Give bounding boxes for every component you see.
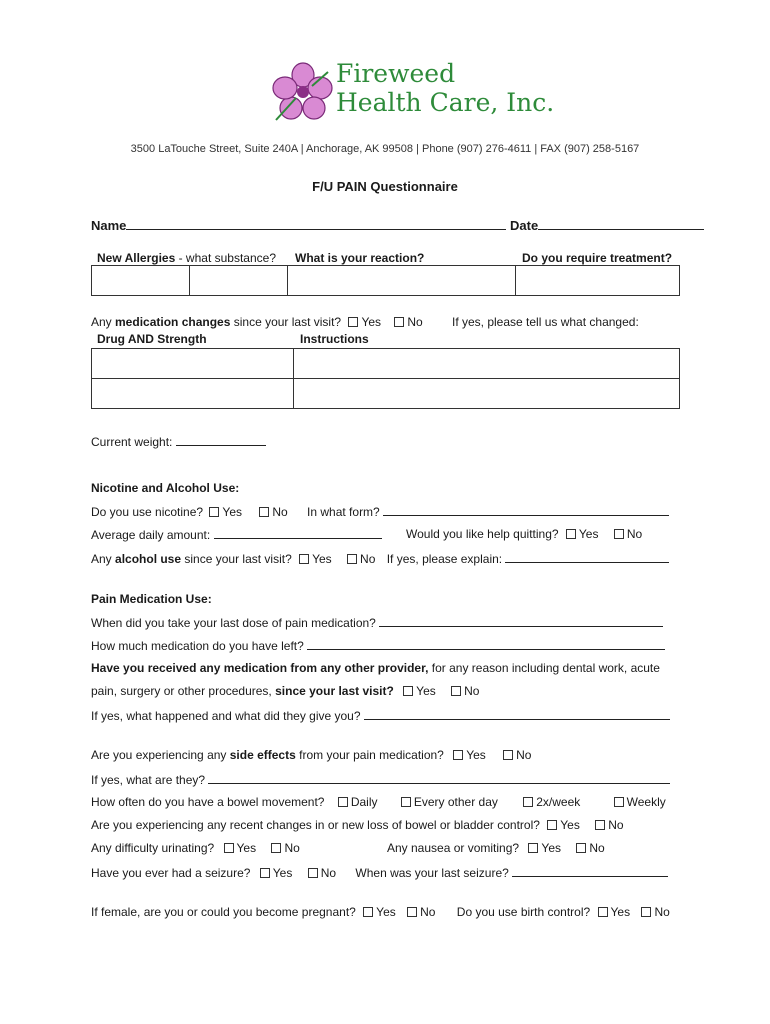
med-changes-table bbox=[91, 348, 680, 409]
happened-field[interactable] bbox=[364, 708, 670, 720]
allergies-cell-1[interactable] bbox=[92, 266, 190, 296]
bowel-every-other-label: Every other day bbox=[413, 795, 498, 809]
nicotine-amount-field[interactable] bbox=[214, 527, 382, 539]
med-left-label: How much medication do you have left? bbox=[91, 639, 304, 653]
med-drug-cell-1[interactable] bbox=[92, 349, 294, 379]
pain-heading: Pain Medication Use: bbox=[91, 592, 212, 606]
allergies-table bbox=[91, 265, 680, 296]
urinating-no-label: No bbox=[284, 841, 300, 855]
med-col-instructions: Instructions bbox=[300, 332, 369, 346]
nicotine-yes-checkbox[interactable] bbox=[209, 507, 219, 517]
nausea-row bbox=[387, 841, 605, 855]
nicotine-form-label: In what form? bbox=[307, 505, 380, 519]
allergies-cell-4[interactable] bbox=[516, 266, 680, 296]
urinating-row bbox=[91, 841, 300, 855]
nausea-yes-checkbox[interactable] bbox=[528, 843, 538, 853]
side-effects-question: from your pain medication? bbox=[295, 748, 444, 762]
side-what-row bbox=[91, 772, 670, 787]
quit-help-question: Would you like help quitting? bbox=[406, 527, 559, 541]
bowel-daily-checkbox[interactable] bbox=[338, 797, 348, 807]
name-label: Name bbox=[91, 218, 127, 233]
nicotine-amount-label: Average daily amount: bbox=[91, 528, 211, 542]
birth-control-question: Do you use birth control? bbox=[456, 905, 591, 919]
med-drug-cell-2[interactable] bbox=[92, 379, 294, 409]
birth-control-no-checkbox[interactable] bbox=[641, 907, 651, 917]
med-changes-bold: medication changes bbox=[115, 315, 231, 329]
nausea-no-label: No bbox=[589, 841, 605, 855]
med-instr-cell-1[interactable] bbox=[294, 349, 680, 379]
side-what-label: If yes, what are they? bbox=[91, 773, 206, 787]
other-provider-rest: for any reason including dental work, acute bbox=[428, 661, 660, 675]
logo-line-1: Fireweed bbox=[336, 59, 456, 88]
last-dose-row bbox=[91, 615, 663, 630]
weight-row bbox=[91, 434, 266, 449]
date-field[interactable] bbox=[538, 218, 704, 230]
alcohol-yes-label: Yes bbox=[312, 552, 332, 566]
seizure-no-checkbox[interactable] bbox=[308, 868, 318, 878]
nausea-yes-label: Yes bbox=[541, 841, 561, 855]
side-effects-yes-checkbox[interactable] bbox=[453, 750, 463, 760]
med-left-field[interactable] bbox=[307, 638, 665, 650]
med-changes-followup: If yes, please tell us what changed: bbox=[452, 315, 639, 329]
allergies-label-rest: - what substance? bbox=[175, 251, 276, 265]
side-effects-pre: Are you experiencing any bbox=[91, 748, 230, 762]
bowel-every-other-checkbox[interactable] bbox=[401, 797, 411, 807]
urinating-yes-checkbox[interactable] bbox=[224, 843, 234, 853]
nicotine-amount-row bbox=[91, 527, 382, 542]
med-changes-no-checkbox[interactable] bbox=[394, 317, 404, 327]
quit-help-yes-checkbox[interactable] bbox=[566, 529, 576, 539]
weight-label: Current weight: bbox=[91, 435, 173, 449]
page-title: F/U PAIN Questionnaire bbox=[312, 179, 458, 194]
med-changes-yes-label: Yes bbox=[361, 315, 382, 329]
alcohol-explain-label: If yes, please explain: bbox=[386, 552, 503, 566]
urinating-no-checkbox[interactable] bbox=[271, 843, 281, 853]
med-changes-no-label: No bbox=[407, 315, 423, 329]
bowel-2x-label: 2x/week bbox=[536, 795, 581, 809]
name-field[interactable] bbox=[126, 218, 506, 230]
logo bbox=[270, 59, 555, 124]
birth-control-yes-checkbox[interactable] bbox=[598, 907, 608, 917]
alcohol-question: since your last visit? bbox=[181, 552, 292, 566]
other-provider-line2-bold: since your last visit? bbox=[275, 684, 394, 698]
allergies-col-reaction: What is your reaction? bbox=[295, 251, 425, 265]
alcohol-explain-field[interactable] bbox=[505, 551, 669, 563]
last-seizure-label: When was your last seizure? bbox=[355, 866, 509, 880]
bladder-question: Are you experiencing any recent changes in or new loss of bowel or bladder control? bbox=[91, 818, 540, 832]
seizure-yes-checkbox[interactable] bbox=[260, 868, 270, 878]
fireweed-flower-icon bbox=[270, 60, 336, 124]
other-provider-line2: pain, surgery or other procedures, bbox=[91, 684, 276, 698]
nausea-question: Any nausea or vomiting? bbox=[387, 841, 520, 855]
seizure-yes-label: Yes bbox=[272, 866, 293, 880]
other-provider-bold: Have you received any medication from any other provider, bbox=[91, 661, 429, 675]
side-effects-no-checkbox[interactable] bbox=[503, 750, 513, 760]
med-instr-cell-2[interactable] bbox=[294, 379, 680, 409]
nicotine-use-row bbox=[91, 504, 669, 519]
side-effects-yes-label: Yes bbox=[466, 748, 486, 762]
alcohol-no-checkbox[interactable] bbox=[347, 554, 357, 564]
allergies-label: New Allergies bbox=[97, 251, 176, 265]
other-provider-row bbox=[91, 661, 660, 675]
logo-line-2: Health Care, Inc. bbox=[336, 88, 555, 117]
allergies-col-treatment: Do you require treatment? bbox=[522, 251, 673, 265]
quit-help-no-checkbox[interactable] bbox=[614, 529, 624, 539]
seizure-question: Have you ever had a seizure? bbox=[91, 866, 251, 880]
bladder-no-label: No bbox=[608, 818, 624, 832]
pregnancy-yes-label: Yes bbox=[376, 905, 396, 919]
med-left-row bbox=[91, 638, 665, 653]
allergies-cell-2[interactable] bbox=[190, 266, 288, 296]
quit-help-no-label: No bbox=[626, 527, 643, 541]
alcohol-bold: alcohol use bbox=[115, 552, 182, 566]
side-effects-no-label: No bbox=[516, 748, 532, 762]
pregnancy-row bbox=[91, 905, 670, 919]
other-provider-row-2 bbox=[91, 684, 479, 698]
bowel-2x-checkbox[interactable] bbox=[523, 797, 533, 807]
quit-help-row bbox=[406, 527, 642, 541]
bowel-weekly-label: Weekly bbox=[626, 795, 666, 809]
seizure-no-label: No bbox=[320, 866, 337, 880]
happened-label: If yes, what happened and what did they give you? bbox=[91, 709, 361, 723]
nicotine-question: Do you use nicotine? bbox=[91, 505, 204, 519]
urinating-yes-label: Yes bbox=[236, 841, 257, 855]
bladder-yes-checkbox[interactable] bbox=[547, 820, 557, 830]
alcohol-no-label: No bbox=[360, 552, 376, 566]
pregnancy-yes-checkbox[interactable] bbox=[363, 907, 373, 917]
alcohol-pre: Any bbox=[91, 552, 116, 566]
bowel-question: How often do you have a bowel movement? bbox=[91, 795, 325, 809]
pregnancy-question: If female, are you or could you become pregnant? bbox=[91, 905, 356, 919]
other-provider-yes-label: Yes bbox=[416, 684, 436, 698]
nicotine-heading: Nicotine and Alcohol Use: bbox=[91, 481, 240, 495]
bowel-row bbox=[91, 795, 666, 809]
quit-help-yes-label: Yes bbox=[578, 527, 599, 541]
bowel-weekly-checkbox[interactable] bbox=[614, 797, 624, 807]
last-dose-label: When did you take your last dose of pain medication? bbox=[91, 616, 376, 630]
med-col-drug: Drug AND Strength bbox=[97, 332, 207, 346]
alcohol-row bbox=[91, 551, 669, 566]
name-date-row bbox=[91, 218, 704, 233]
side-effects-row bbox=[91, 748, 531, 762]
bladder-no-checkbox[interactable] bbox=[595, 820, 605, 830]
side-effects-bold: side effects bbox=[229, 748, 296, 762]
weight-field[interactable] bbox=[176, 434, 266, 446]
urinating-question: Any difficulty urinating? bbox=[91, 841, 215, 855]
happened-row bbox=[91, 708, 670, 723]
other-provider-no-checkbox[interactable] bbox=[451, 686, 461, 696]
last-seizure-field[interactable] bbox=[512, 865, 668, 877]
med-changes-pre: Any bbox=[91, 315, 116, 329]
seizure-row bbox=[91, 865, 668, 880]
allergies-cell-3[interactable] bbox=[288, 266, 516, 296]
nausea-no-checkbox[interactable] bbox=[576, 843, 586, 853]
med-changes-question: since your last visit? bbox=[230, 315, 342, 329]
other-provider-yes-checkbox[interactable] bbox=[403, 686, 413, 696]
birth-control-yes-label: Yes bbox=[610, 905, 631, 919]
other-provider-no-label: No bbox=[464, 684, 480, 698]
side-what-field[interactable] bbox=[208, 772, 670, 784]
nicotine-no-label: No bbox=[272, 505, 288, 519]
pregnancy-no-checkbox[interactable] bbox=[407, 907, 417, 917]
allergies-col-substance bbox=[97, 251, 276, 265]
med-changes-yes-checkbox[interactable] bbox=[348, 317, 358, 327]
bladder-yes-label: Yes bbox=[560, 818, 580, 832]
birth-control-no-label: No bbox=[654, 905, 670, 919]
date-label: Date bbox=[510, 218, 539, 233]
address-line: 3500 LaTouche Street, Suite 240A | Anchorage, AK 99508 | Phone (907) 276-4611 | FAX (907) 258-5167 bbox=[130, 143, 640, 155]
alcohol-yes-checkbox[interactable] bbox=[299, 554, 309, 564]
nicotine-yes-label: Yes bbox=[222, 505, 242, 519]
nicotine-form-field[interactable] bbox=[383, 504, 669, 516]
pregnancy-no-label: No bbox=[420, 905, 436, 919]
last-dose-field[interactable] bbox=[379, 615, 663, 627]
med-changes-row bbox=[91, 315, 423, 329]
bladder-row bbox=[91, 818, 624, 832]
nicotine-no-checkbox[interactable] bbox=[259, 507, 269, 517]
bowel-daily-label: Daily bbox=[350, 795, 378, 809]
